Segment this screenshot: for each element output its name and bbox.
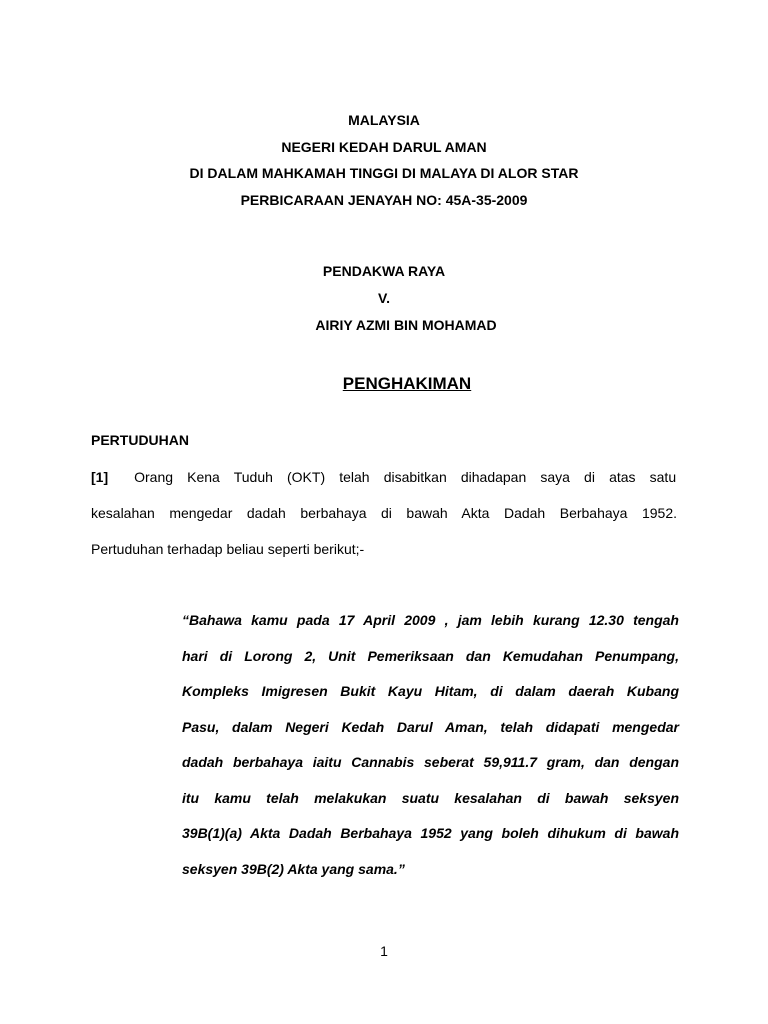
quote-line-4: Pasu, dalam Negeri Kedah Darul Aman, telah didapati mengedar: [182, 719, 679, 735]
party-versus: V.: [378, 290, 390, 306]
header-court: DI DALAM MAHKAMAH TINGGI DI MALAYA DI ALOR STAR: [189, 165, 579, 181]
party-accused: AIRIY AZMI BIN MOHAMAD: [315, 317, 497, 333]
header-case-number: PERBICARAAN JENAYAH NO: 45A-35-2009: [240, 192, 528, 208]
quote-line-2: hari di Lorong 2, Unit Pemeriksaan dan Kemudahan Penumpang,: [182, 648, 679, 664]
header-state: NEGERI KEDAH DARUL AMAN: [281, 139, 487, 155]
paragraph-1-line-1: [91, 468, 677, 486]
section-heading: PERTUDUHAN: [91, 432, 189, 448]
quote-line-5: dadah berbahaya iaitu Cannabis seberat 59,911.7 gram, dan dengan: [182, 754, 679, 770]
paragraph-1-text-1: Orang Kena Tuduh (OKT) telah disabitkan dihadapan saya di atas satu: [134, 469, 677, 485]
document-title: PENGHAKIMAN: [342, 374, 472, 393]
quote-line-3: Kompleks Imigresen Bukit Kayu Hitam, di dalam daerah Kubang: [182, 683, 679, 699]
header-country: MALAYSIA: [348, 112, 420, 128]
quote-line-7: 39B(1)(a) Akta Dadah Berbahaya 1952 yang boleh dihukum di bawah: [182, 825, 679, 841]
page-number: 1: [380, 943, 388, 959]
paragraph-1-line-3: Pertuduhan terhadap beliau seperti berikut;-: [91, 541, 365, 557]
quote-line-1: “Bahawa kamu pada 17 April 2009 , jam lebih kurang 12.30 tengah: [182, 612, 679, 628]
quote-line-8: seksyen 39B(2) Akta yang sama.”: [182, 861, 405, 877]
paragraph-marker: [1]: [91, 469, 109, 485]
party-prosecution: PENDAKWA RAYA: [322, 263, 446, 279]
quote-line-6: itu kamu telah melakukan suatu kesalahan di bawah seksyen: [182, 790, 679, 806]
paragraph-1-line-2: kesalahan mengedar dadah berbahaya di bawah Akta Dadah Berbahaya 1952.: [91, 505, 677, 521]
